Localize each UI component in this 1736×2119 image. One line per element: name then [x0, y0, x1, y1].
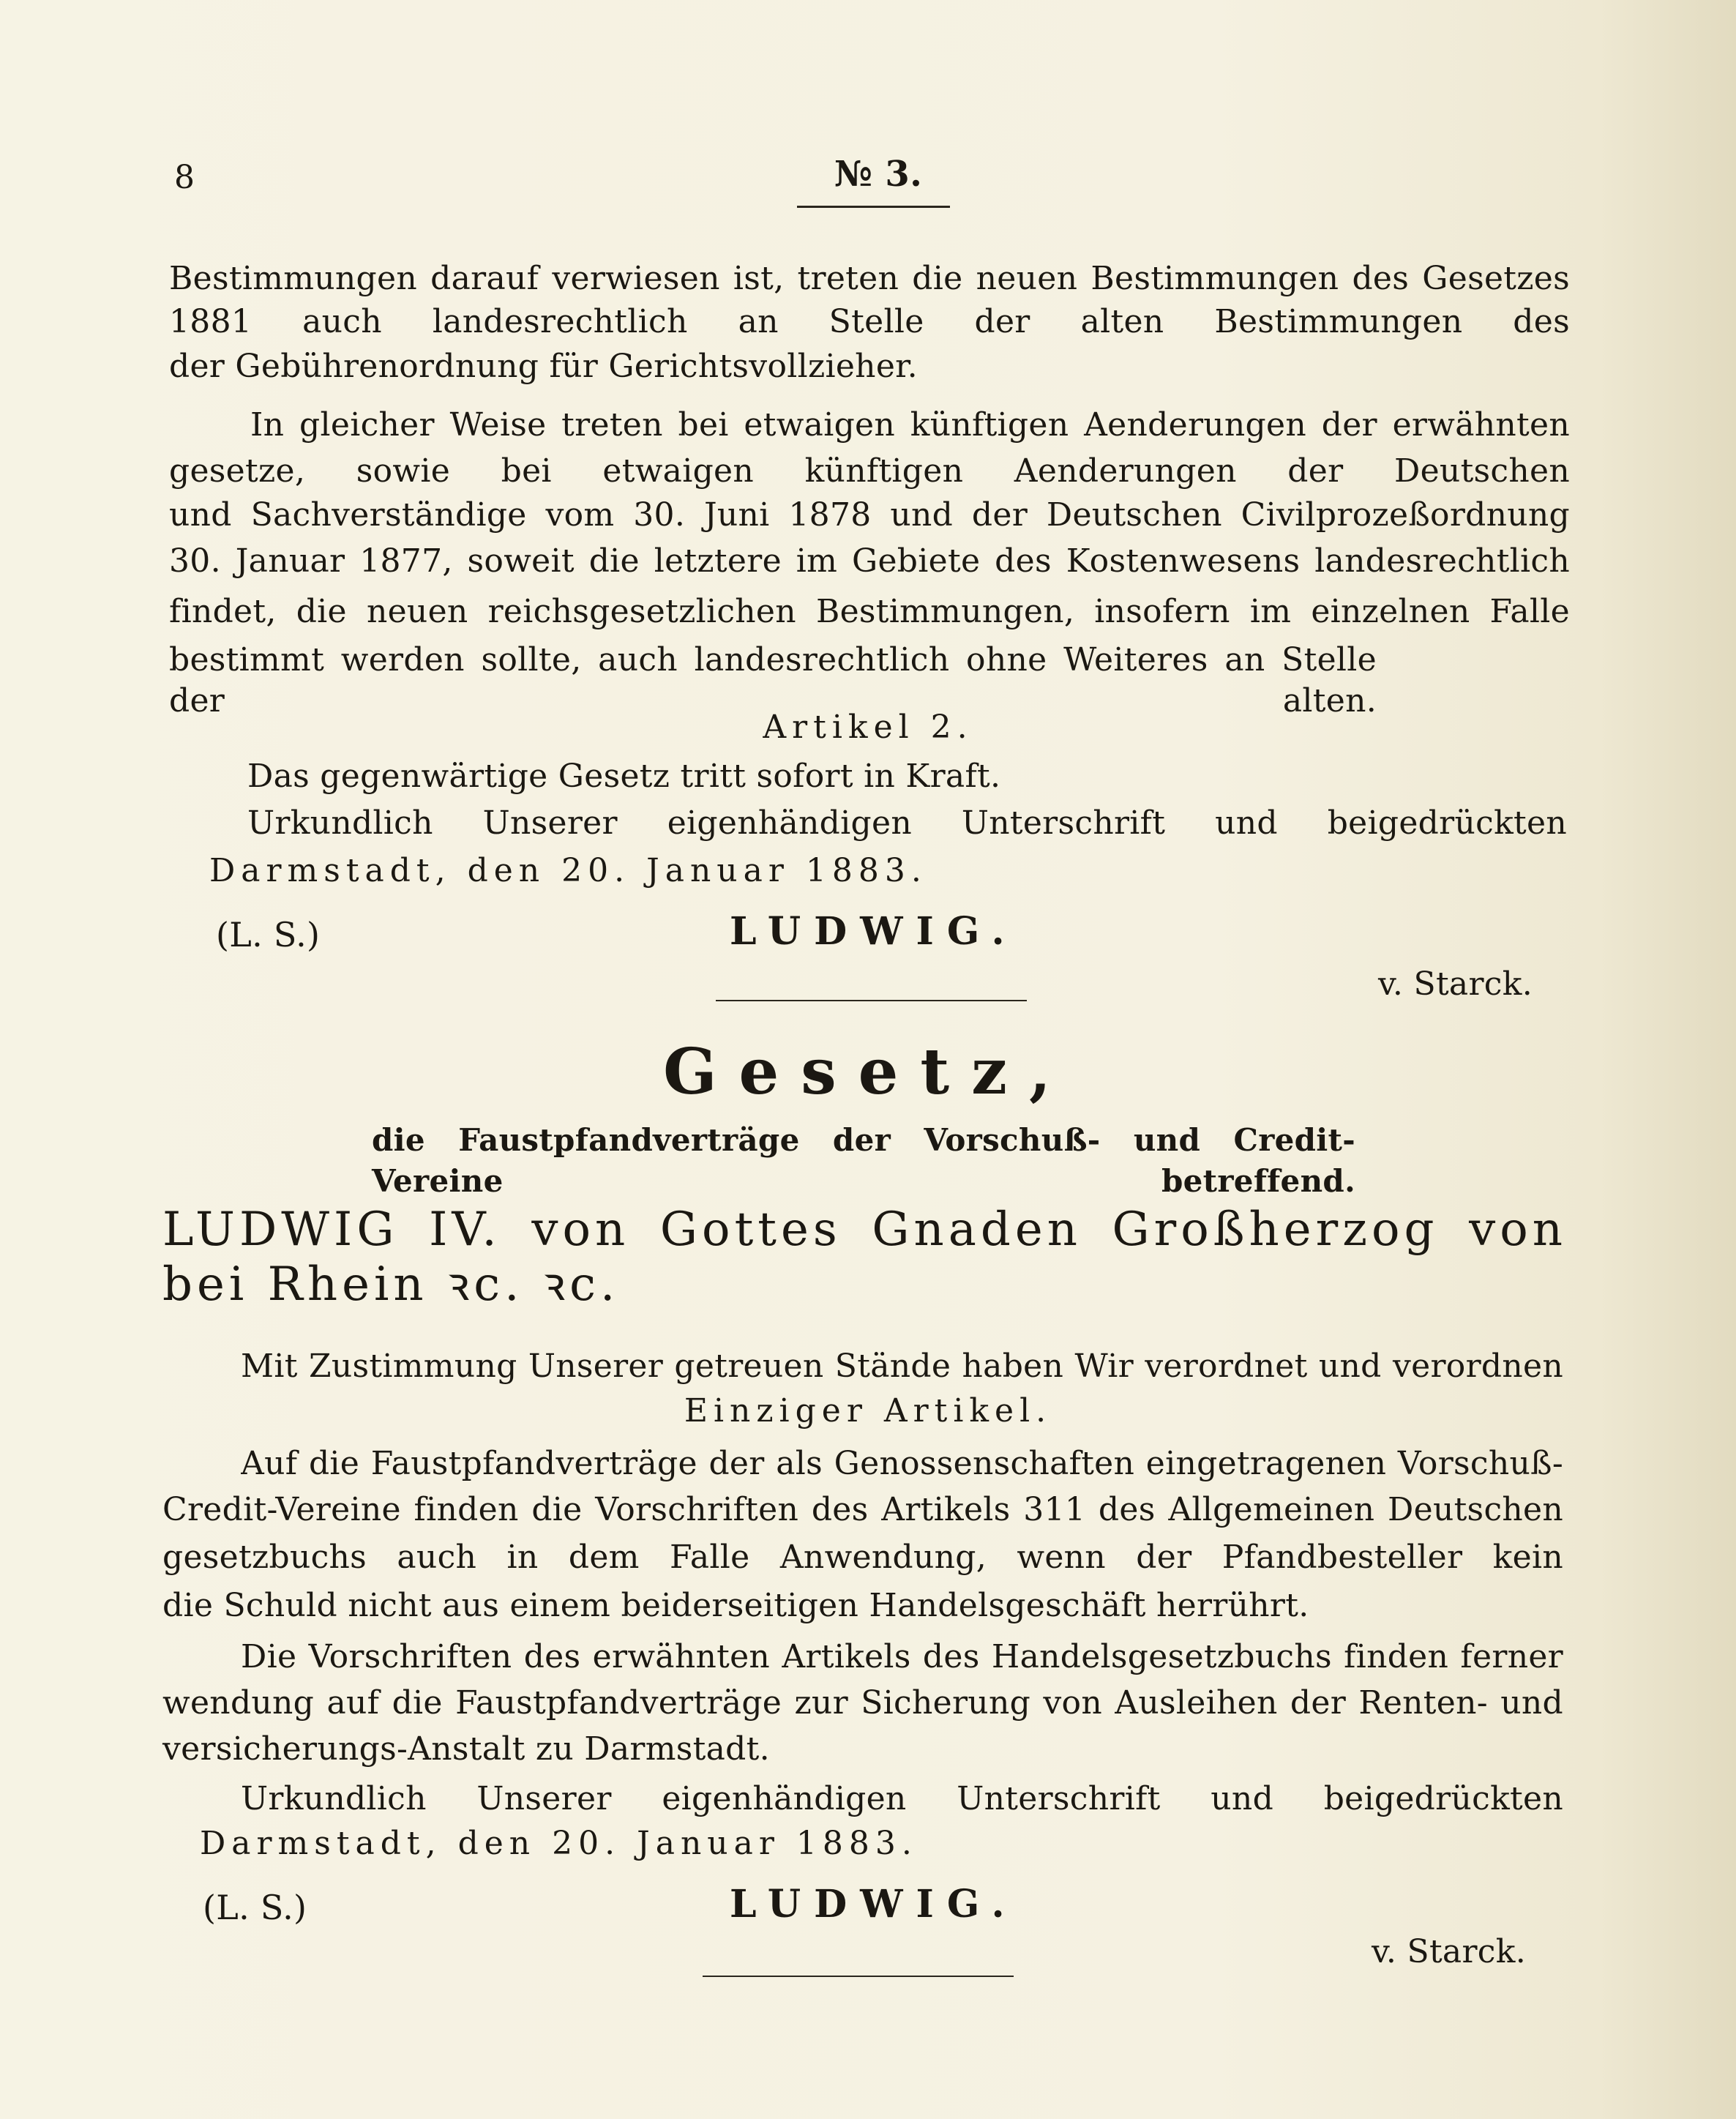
law-subtitle: die Faustpfandverträge der Vorschuß- und Credit-Vereine betreffend. [372, 1122, 1355, 1199]
article-heading: Einziger Artikel. [684, 1392, 1052, 1430]
body-line: In gleicher Weise treten bei etwaigen künftigen Aenderungen der erwähnten [250, 406, 1570, 444]
seal-mark: (L. S.) [216, 915, 321, 954]
body-line: gesetzbuchs auch in dem Falle Anwendung, wenn der Pfandbesteller kein [162, 1539, 1563, 1576]
signature: LUDWIG. [730, 1882, 1018, 1926]
place: Darmstadt, den 20. Januar 1883. [200, 1825, 918, 1862]
attestation: Urkundlich Unserer eigenhändigen Unterschrift und beigedrückten [241, 1780, 1563, 1817]
body-line: gesetze, sowie bei etwaigen künftigen Aenderungen der Deutschen [169, 452, 1570, 490]
place-date [200, 1823, 918, 1864]
body-line: wendung auf die Faustpfandverträge zur Sicherung von Ausleihen der Renten- und [162, 1684, 1563, 1722]
body-line: die Schuld nicht aus einem beiderseitigen Handelsgeschäft herrührt. [162, 1587, 1309, 1624]
section-divider [716, 1000, 1027, 1001]
body-line: und Sachverständige vom 30. Juni 1878 und der Deutschen Civilprozeßordnung [169, 496, 1570, 534]
preamble-line: LUDWIG IV. von Gottes Gnaden Großherzog von [162, 1203, 1567, 1257]
body-line: 30. Januar 1877, soweit die letztere im Gebiete des Kostenwesens landesrechtlich [169, 542, 1570, 580]
place-date [209, 851, 927, 892]
signature: LUDWIG. [730, 909, 1018, 954]
section-divider [703, 1976, 1014, 1977]
enactment-clause: Mit Zustimmung Unserer getreuen Stände haben Wir verordnet und verordnen [241, 1348, 1563, 1385]
place: Darmstadt, den 20. Januar 1883. [209, 852, 927, 889]
body-line: Credit-Vereine finden die Vorschriften des Artikels 311 des Allgemeinen Deutschen [162, 1491, 1563, 1528]
body-line: bestimmt werden sollte, auch landesrechtlich ohne Weiteres an Stelle der alten. [169, 641, 1377, 720]
law-title: Gesetz, [663, 1035, 1073, 1109]
issue-number: № 3. [834, 154, 923, 195]
article-heading: Artikel 2. [763, 709, 973, 746]
preamble-line: bei Rhein ꝛc. ꝛc. [162, 1257, 620, 1312]
body-line: findet, die neuen reichsgesetzlichen Bestimmungen, insofern im einzelnen Falle [169, 593, 1570, 630]
body-line: 1881 auch landesrechtlich an Stelle der alten Bestimmungen des [169, 303, 1570, 340]
body-line: Auf die Faustpfandverträge der als Genossenschaften eingetragenen Vorschuß- [241, 1445, 1563, 1482]
seal-mark: (L. S.) [203, 1888, 307, 1927]
page-number: 8 [174, 159, 195, 196]
body-line: Bestimmungen darauf verwiesen ist, treten die neuen Bestimmungen des Gesetzes [169, 260, 1570, 297]
body-line: Die Vorschriften des erwähnten Artikels des Handelsgesetzbuchs finden ferner [241, 1638, 1563, 1675]
countersignature: v. Starck. [1372, 1933, 1526, 1970]
body-line: versicherungs-Anstalt zu Darmstadt. [162, 1730, 770, 1768]
body-line: der Gebührenordnung für Gerichtsvollzieher. [169, 348, 918, 385]
header-rule [797, 206, 950, 208]
attestation: Urkundlich Unserer eigenhändigen Unterschrift und beigedrückten [247, 804, 1567, 842]
countersignature: v. Starck. [1378, 965, 1533, 1003]
article-text: Das gegenwärtige Gesetz tritt sofort in Kraft. [247, 758, 1001, 795]
